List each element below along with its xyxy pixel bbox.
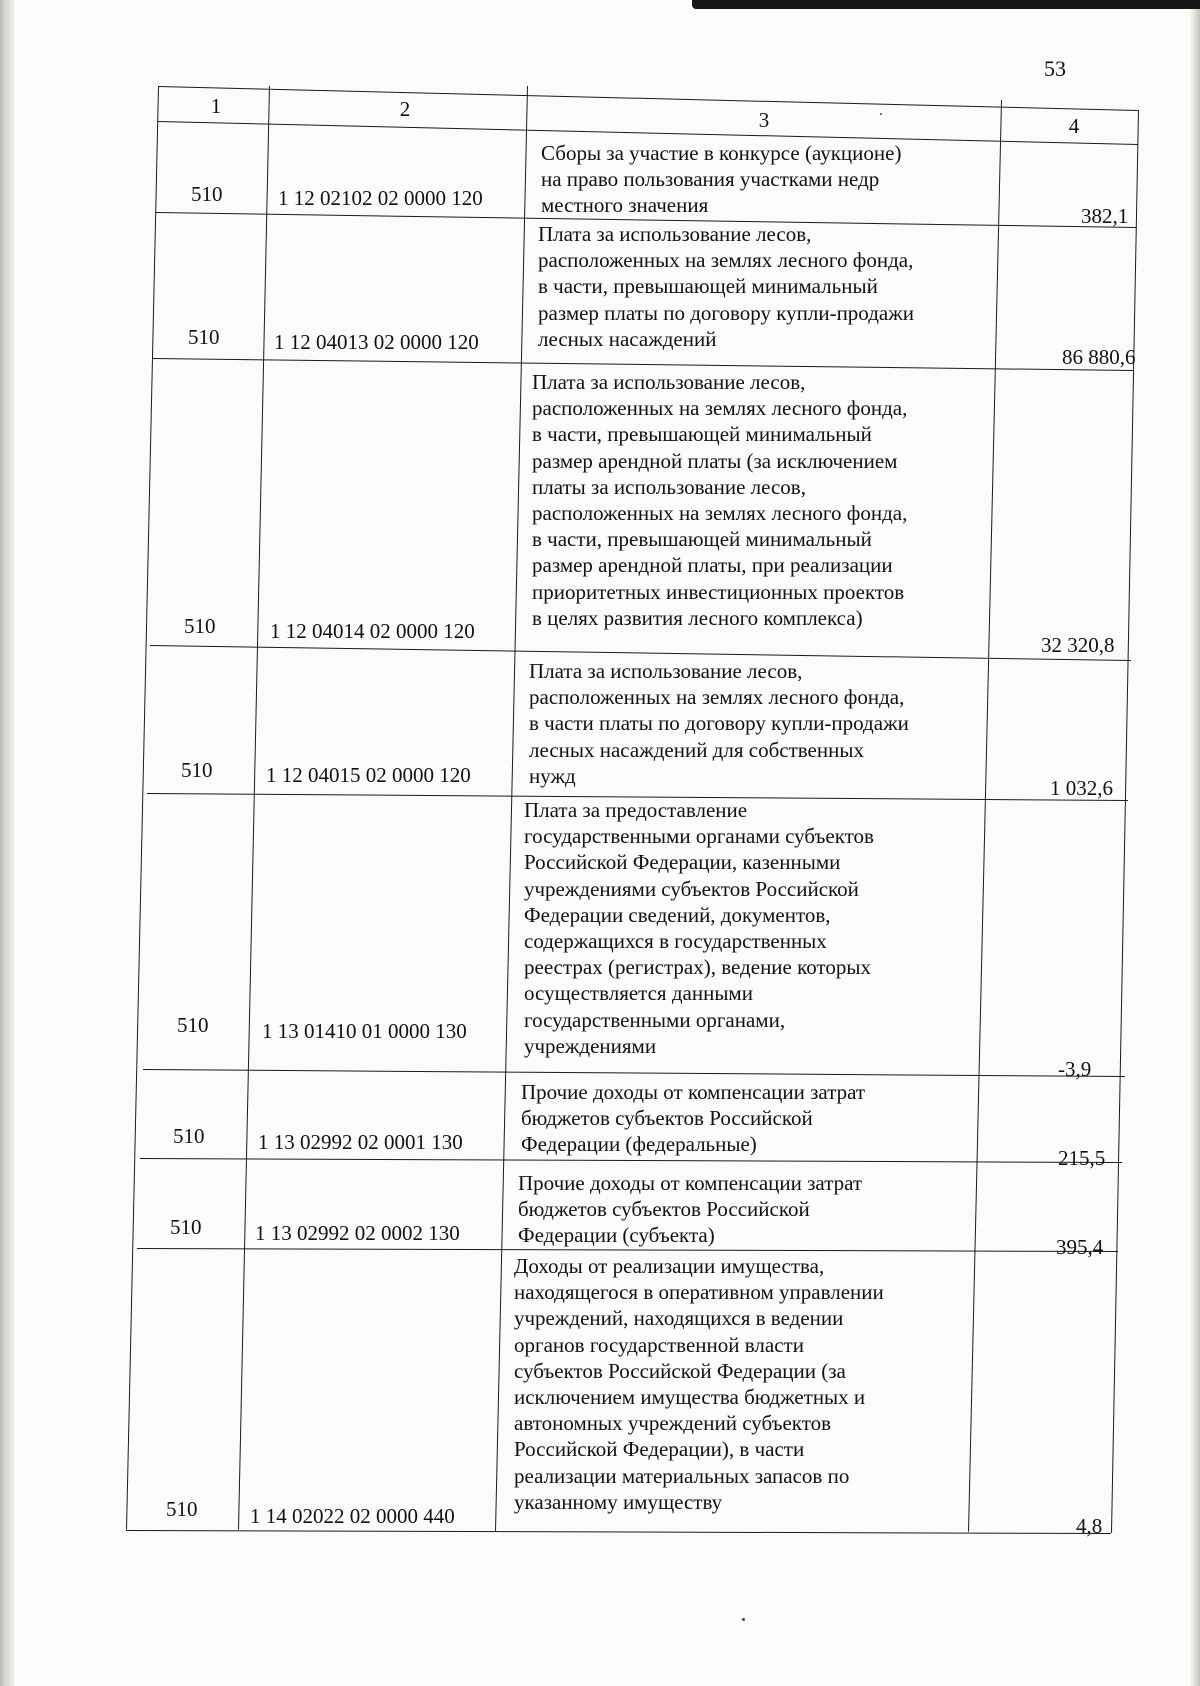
cell-amount: 4,8	[1076, 1514, 1103, 1538]
cell-budget-classification-code: 1 12 02102 02 0000 120	[278, 186, 483, 210]
table-header-cell-2: 2	[399, 97, 411, 121]
cell-revenue-description: Плата за использование лесов, расположенных на землях лесного фонда, в части, превышающей минимальный размер арендной платы (за исключением платы за использование лесов, расположенных на землях лесного фонда, в части, превышающей минимальный размер арендной платы, при реализации приоритетных инвестиционных проектов в целях развития лесного комплекса)	[532, 370, 908, 630]
table-rule-horizontal	[140, 1158, 1122, 1163]
cell-admin-code: 510	[170, 1215, 202, 1239]
table-rule-vertical	[1111, 110, 1139, 1533]
table-rule-vertical	[238, 86, 270, 1530]
cell-budget-classification-code: 1 12 04015 02 0000 120	[266, 763, 471, 787]
cell-admin-code: 510	[191, 182, 223, 206]
cell-budget-classification-code: 1 12 04013 02 0000 120	[274, 330, 479, 354]
scan-speck	[880, 113, 882, 115]
cell-amount: 32 320,8	[1041, 633, 1115, 657]
table-rule-vertical	[126, 86, 159, 1530]
cell-revenue-description: Прочие доходы от компенсации затрат бюджетов субъектов Российской Федерации (субъекта)	[518, 1171, 863, 1248]
cell-amount: 86 880,6	[1062, 345, 1136, 369]
cell-budget-classification-code: 1 13 02992 02 0002 130	[255, 1221, 460, 1245]
cell-admin-code: 510	[188, 325, 220, 349]
table-rule-horizontal	[158, 86, 1138, 111]
cell-admin-code: 510	[181, 758, 213, 782]
cell-budget-classification-code: 1 13 01410 01 0000 130	[262, 1019, 467, 1043]
cell-admin-code: 510	[166, 1497, 198, 1521]
cell-budget-classification-code: 1 14 02022 02 0000 440	[250, 1504, 455, 1528]
cell-admin-code: 510	[173, 1124, 205, 1148]
page-number: 53	[1044, 56, 1066, 81]
cell-revenue-description: Сборы за участие в конкурсе (аукционе) на право пользования участками недр местного значения	[541, 141, 902, 218]
cell-budget-classification-code: 1 13 02992 02 0001 130	[258, 1130, 463, 1154]
table-header-cell-1: 1	[210, 94, 222, 118]
cell-amount: 1 032,6	[1050, 776, 1113, 800]
cell-amount: 395,4	[1056, 1235, 1104, 1259]
cell-revenue-description: Плата за использование лесов, расположенных на землях лесного фонда, в части платы по договору купли-продажи лесных насаждений для собственных нужд	[529, 659, 909, 788]
cell-revenue-description: Прочие доходы от компенсации затрат бюджетов субъектов Российской Федерации (федеральные)	[521, 1080, 866, 1157]
cell-revenue-description: Доходы от реализации имущества, находящегося в оперативном управлении учреждений, находящихся в ведении органов государственной власти субъектов Российской Федерации (за исключением имущества бюджетных и автономных учреждений субъектов Российской Федерации), в части реализации материальных запасов по указанному имуществу	[514, 1254, 884, 1514]
table-header-cell-3: 3	[758, 108, 770, 132]
cell-admin-code: 510	[177, 1013, 209, 1037]
cell-revenue-description: Плата за предоставление государственными органами субъектов Российской Федерации, казенными учреждениями субъектов Российской Федерации сведений, документов, содержащихся в государственных реестрах (регистрах), ведение которых осуществляется данными государственными органами, учреждениями	[524, 798, 874, 1058]
cell-admin-code: 510	[184, 614, 216, 638]
scan-speck	[742, 1618, 745, 1621]
cell-amount: 382,1	[1081, 204, 1129, 228]
table-header-cell-4: 4	[1068, 114, 1080, 138]
cell-amount: -3,9	[1058, 1057, 1092, 1081]
cell-budget-classification-code: 1 12 04014 02 0000 120	[270, 619, 475, 643]
table-rule-horizontal	[126, 1530, 1111, 1534]
cell-revenue-description: Плата за использование лесов, расположенных на землях лесного фонда, в части, превышающей минимальный размер платы по договору купли-продажи лесных насаждений	[538, 222, 914, 351]
cell-amount: 215,5	[1058, 1146, 1106, 1170]
